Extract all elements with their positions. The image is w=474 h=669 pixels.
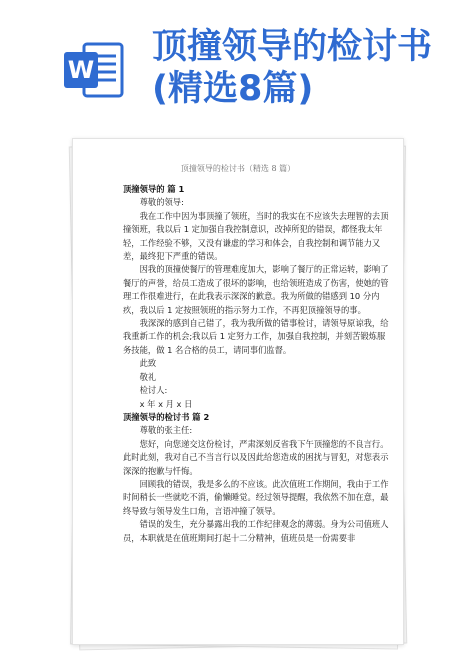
svg-text:W: W <box>67 56 95 84</box>
closing-line: 敬礼 <box>139 371 157 382</box>
section-1-paragraph: 因我的顶撞使餐厅的管理难度加大，影响了餐厅的正常运转，影响了餐厅的声誉，给员工造成了很坏的影响，也给领班造成了伤害，使她的管理工作很难进行，在此我表示深深的歉意。我为所做的错感到 10 分内疚，我以后 1 定按照领班的指示努力工作，不再犯顶撞领导的事。 <box>123 264 389 315</box>
section-1-title: 顶撞领导的 篇 1 <box>123 184 185 194</box>
section-1-paragraph: 我在工作中因为事顶撞了领班，当时的我实在不应该失去理智的去顶撞领班，我以后 1 定加强自我控制意识，改掉所犯的错误，都怪我太年轻，工作经验不够，又没有谦虚的学习和体会，自我控制和调节能力又差，最终犯下严重的错误。 <box>123 210 389 262</box>
title-line-2: (精选8篇) <box>152 69 314 109</box>
banner <box>0 0 474 130</box>
section-2-paragraph: 您好，向您递交这份检讨，严肃深刻反省我下午顶撞您的不良言行。此时此刻，我对自己不当言行以及因此给您造成的困扰与冒犯，对您表示深深的抱歉与忏悔。 <box>123 438 389 476</box>
section-1-paragraph: 我深深的感到自己错了，我为我所做的错事检讨，请领导原谅我，给我重新工作的机会;我以后 1 定努力工作，加强自我控制，并刻苦锻炼服务技能，做 1 名合格的员工，请同事们监督。 <box>123 318 389 355</box>
signer-label: 检讨人: <box>139 385 168 396</box>
closing-line: 此致 <box>139 358 157 369</box>
document-page[interactable] <box>72 138 404 645</box>
date-line: x 年 x 月 x 日 <box>139 398 193 409</box>
word-doc-icon <box>62 38 126 102</box>
section-2-title: 顶撞领导的检讨书 篇 2 <box>123 411 210 422</box>
document-body <box>123 183 393 545</box>
section-2-greeting: 尊敬的张主任: <box>139 425 193 436</box>
page-header: 顶撞领导的检讨书（精选 8 篇） <box>180 164 296 173</box>
section-1-greeting: 尊敬的领导: <box>139 197 184 208</box>
section-2-paragraph: 回顾我的错误，我是多么的不应该。此次值班工作期间，我由于工作时间稍长一些就吃不消，偷懒睡觉。经过领导提醒，我依然不加在意，最终导致与领导发生口角，言语冲撞了领导。 <box>123 478 389 516</box>
document-title <box>152 26 462 110</box>
section-2-paragraph: 错误的发生，充分暴露出我的工作纪律观念的薄弱。身为公司值班人员，本职就是在值班期间打起十二分精神，值班员是一份需要非 <box>123 519 389 543</box>
title-line-1: 顶撞领导的检讨书 <box>152 27 433 67</box>
